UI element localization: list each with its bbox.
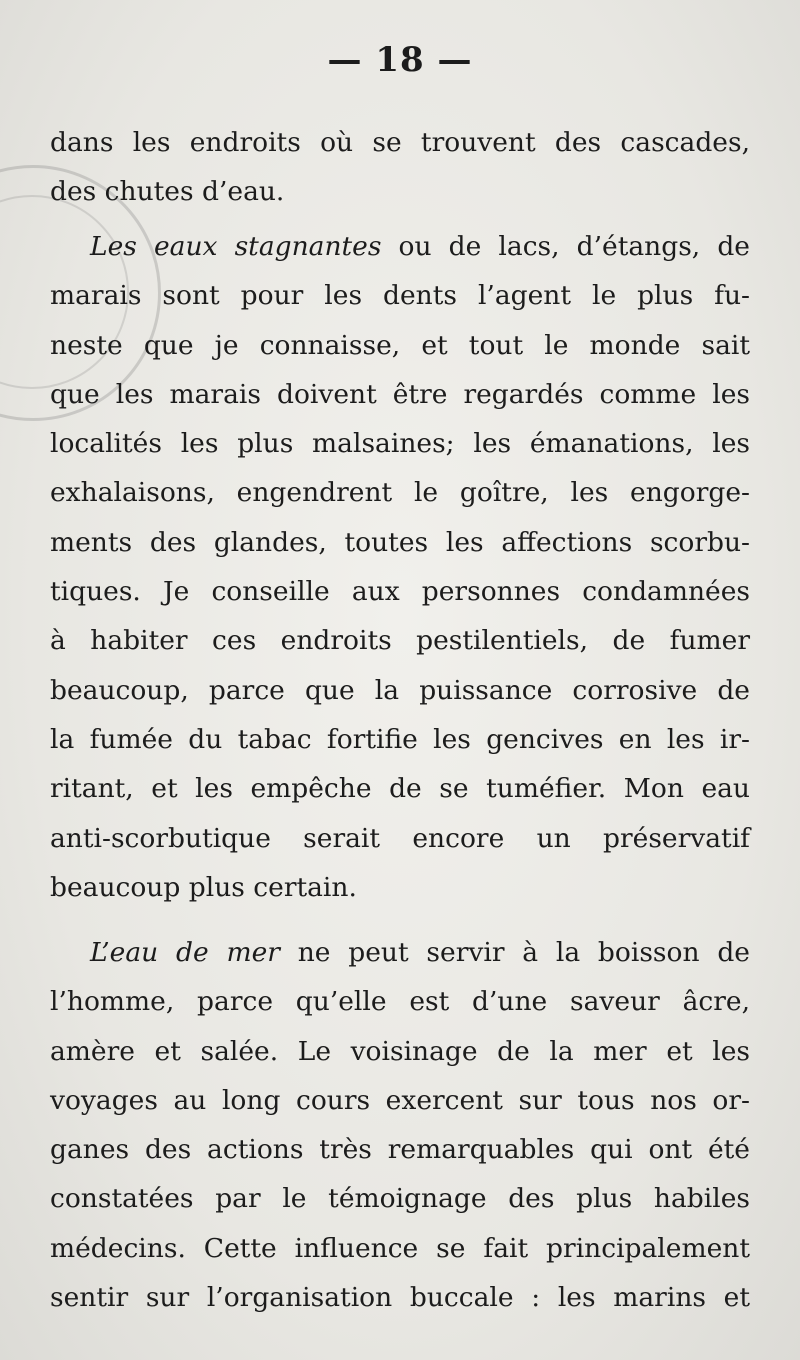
text-line: dans les endroits où se trouvent des cascades, (50, 127, 750, 158)
paragraph-1 (50, 118, 750, 217)
text-line: amère et salée. Le voisinage de la mer et les (50, 1035, 750, 1067)
text-line: tiques. Je conseille aux personnes condamnées (50, 576, 750, 608)
text-line: ritant, et les empêche de se tuméfier. Mon eau (50, 773, 750, 805)
text-line: des chutes d’eau. (50, 176, 285, 208)
italic-lead: Les eaux stagnantes (90, 231, 382, 262)
text-line: neste que je connaisse, et tout le monde sait (50, 329, 750, 361)
text-line: exhalaisons, engendrent le goître, les engorge- (50, 477, 750, 509)
paragraph-2 (50, 222, 750, 912)
italic-lead: L’eau de mer (90, 937, 280, 968)
text-line: l’homme, parce qu’elle est d’une saveur âcre, (50, 986, 750, 1018)
text-line: anti-scorbutique serait encore un préservatif (50, 822, 750, 854)
text-run: ou de lacs, d’étangs, de (381, 231, 750, 262)
paragraph-3 (50, 928, 750, 1322)
text-line: ganes des actions très remarquables qui ont été (50, 1134, 750, 1166)
text-line: médecins. Cette influence se fait principalement (50, 1232, 750, 1264)
text-line: localités les plus malsaines; les émanations, les (50, 428, 750, 460)
text-line: la fumée du tabac fortifie les gencives en les ir- (50, 723, 750, 755)
text-line: beaucoup, parce que la puissance corrosive de (50, 674, 750, 706)
text-line: marais sont pour les dents l’agent le plus fu- (50, 280, 750, 312)
text-line: ments des glandes, toutes les affections scorbu- (50, 526, 750, 558)
text-line: à habiter ces endroits pestilentiels, de fumer (50, 625, 750, 657)
text-line: beaucoup plus certain. (50, 871, 357, 903)
page-number: — 18 — (327, 40, 473, 80)
text-line: que les marais doivent être regardés comme les (50, 378, 750, 410)
text-run: ne peut servir à la boisson de (279, 937, 750, 968)
text-line: sentir sur l’organisation buccale : les marins et (50, 1282, 750, 1314)
text-line-lead (50, 222, 750, 271)
text-line-lead (50, 928, 750, 977)
text-line: constatées par le témoignage des plus habiles (50, 1183, 750, 1215)
text-line: voyages au long cours exercent sur tous nos or- (50, 1084, 750, 1116)
